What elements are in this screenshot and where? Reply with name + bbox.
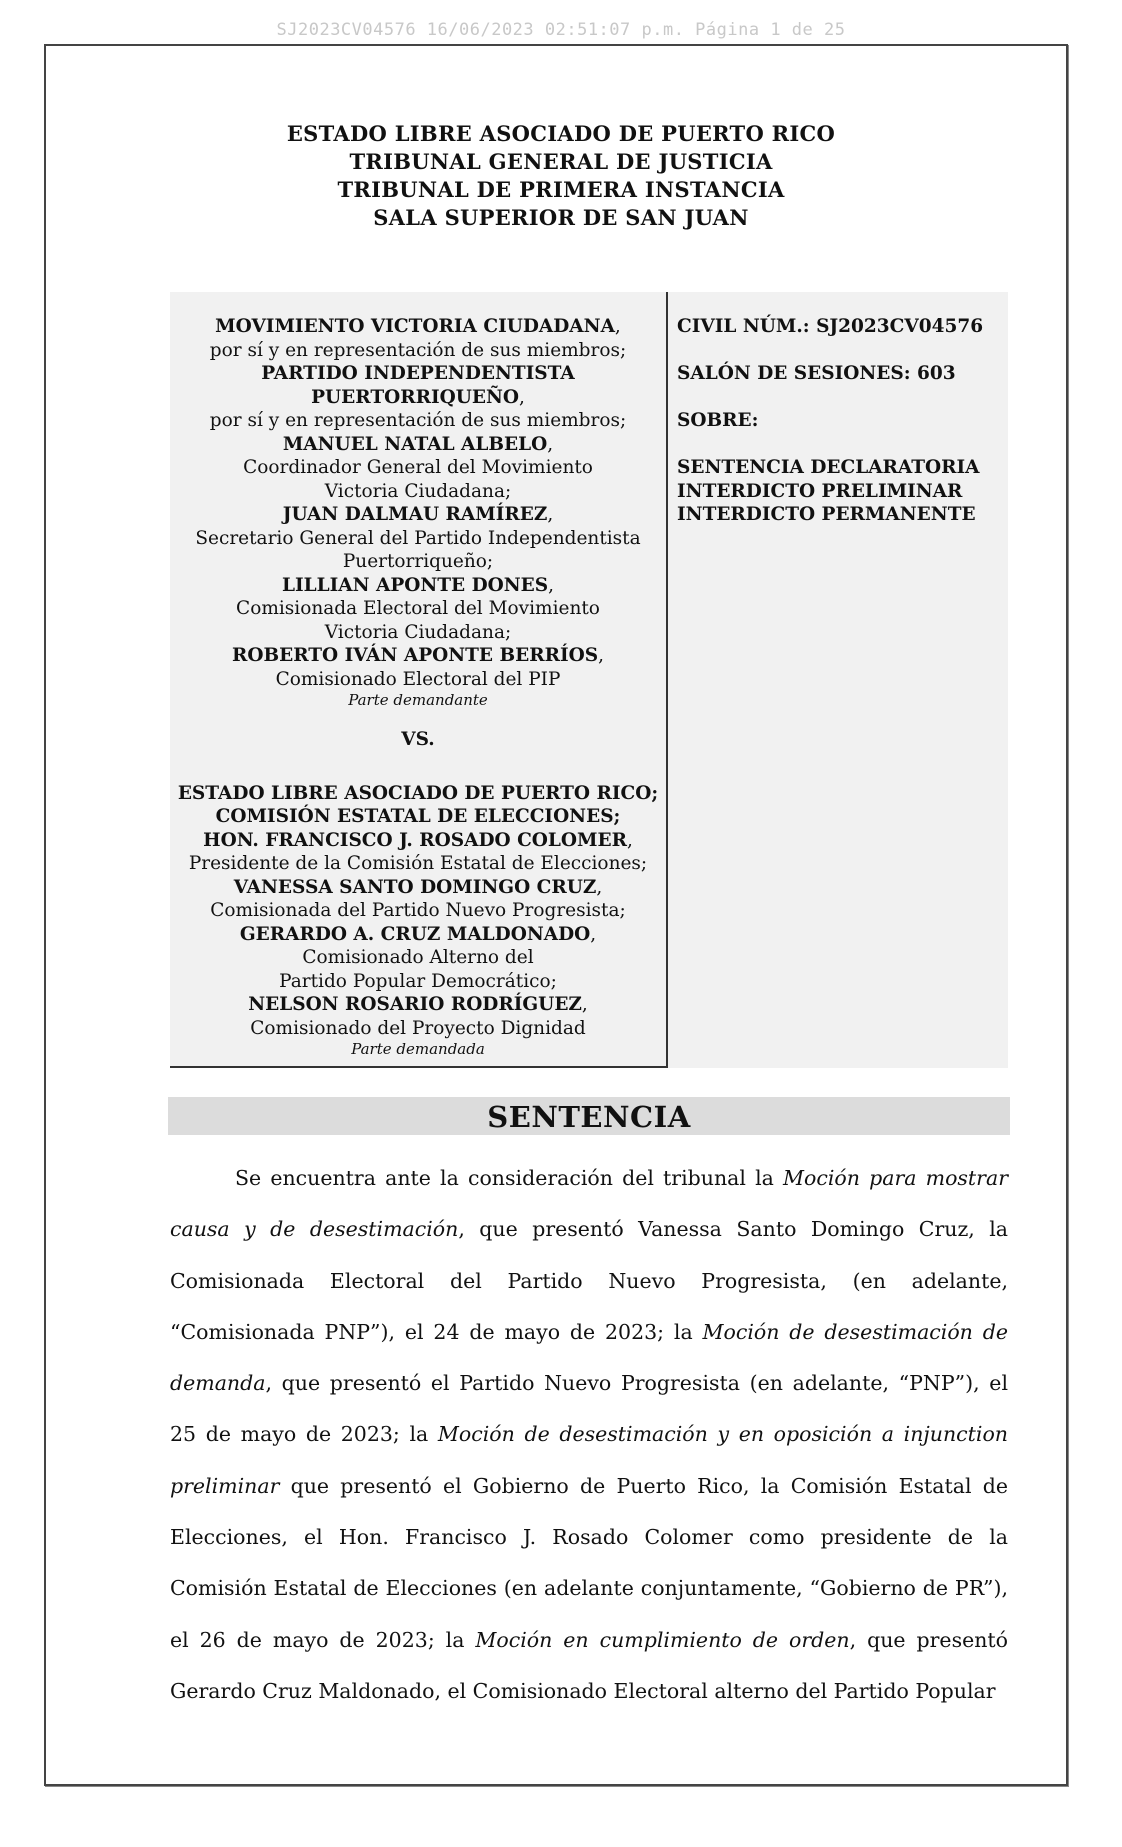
versus-label: VS. — [401, 729, 435, 750]
party-name-suffix: , — [627, 829, 633, 851]
party-name-suffix: , — [547, 433, 554, 455]
party-description: por sí y en representación de sus miembros; — [209, 410, 627, 431]
party-name — [170, 433, 666, 457]
party-name-suffix: , — [590, 923, 597, 945]
party-name-text: JUAN DALMAU RAMÍREZ — [282, 504, 548, 525]
party-name-text: MOVIMIENTO VICTORIA CIUDADANA — [215, 316, 615, 337]
court-header-line: SALA SUPERIOR DE SAN JUAN — [373, 205, 749, 230]
subject-item: INTERDICTO PERMANENTE — [677, 504, 976, 525]
party-description: Comisionada Electoral del Movimiento — [236, 598, 600, 619]
motion-title: Moción en cumplimiento de orden — [475, 1627, 850, 1652]
party-description: Presidente de la Comisión Estatal de Elecciones; — [188, 853, 648, 874]
party-name — [170, 829, 666, 853]
parties-column — [170, 292, 668, 1068]
party-description: Comisionada del Partido Nuevo Progresista; — [210, 900, 626, 921]
body-paragraph — [170, 1153, 1008, 1717]
party-name-text: GERARDO A. CRUZ MALDONADO — [239, 923, 591, 945]
party-name — [170, 993, 666, 1017]
party-name-suffix: , — [518, 386, 525, 408]
plaintiffs-list — [170, 315, 666, 691]
party-name — [170, 574, 666, 598]
party-name-suffix: , — [581, 994, 588, 1015]
party-name-suffix: , — [598, 645, 604, 666]
document-stamp: SJ2023CV04576 16/06/2023 02:51:07 p.m. Página 1 de 25 — [276, 20, 846, 40]
party-name — [170, 362, 666, 409]
party-name-suffix: , — [547, 504, 554, 525]
party-name — [170, 923, 666, 947]
party-name-text: COMISIÓN ESTATAL DE ELECCIONES; — [215, 806, 621, 827]
party-description: Coordinador General del Movimiento — [243, 457, 593, 478]
party-name-text: VANESSA SANTO DOMINGO CRUZ — [233, 876, 597, 898]
party-description: Partido Popular Democrático; — [279, 970, 557, 992]
party-name-text: MANUEL NATAL ALBELO — [282, 433, 548, 455]
court-header-line: TRIBUNAL DE PRIMERA INSTANCIA — [337, 177, 785, 202]
party-name-text: LILLIAN APONTE DONES — [281, 574, 549, 596]
paragraph-text: Se encuentra ante la consideración del tribunal la — [235, 1166, 784, 1190]
party-name — [170, 315, 666, 339]
party-description: por sí y en representación de sus miembros; — [209, 339, 627, 361]
party-name-suffix: , — [596, 876, 603, 898]
case-caption — [170, 292, 1008, 1068]
party-description: Victoria Ciudadana; — [324, 480, 512, 502]
party-name-suffix: , — [548, 574, 555, 596]
motion-title: Moción de desestimación y en oposición a injunction preliminar — [170, 1422, 1008, 1498]
paragraph-text: , que presentó Vanessa Santo Domingo Cruz, la Comisionada Electoral del Partido Nuevo Progresista, (en adelante, “Comisionada PNP”), el 24 de mayo de 2023; la — [170, 1217, 1009, 1344]
party-description: Comisionado Alterno del — [302, 947, 534, 968]
party-name-text: NELSON ROSARIO RODRÍGUEZ — [248, 994, 582, 1015]
court-header — [0, 120, 1122, 232]
party-description: Comisionado del Proyecto Dignidad — [250, 1017, 586, 1039]
paragraph-text: que presentó el Gobierno de Puerto Rico, la Comisión Estatal de Elecciones, el Hon. Francisco J. Rosado Colomer como presidente de la Comisión Estatal de Elecciones (en adelante conjuntamente, “Gobierno de PR”), el 26 de mayo de 2023; la — [170, 1473, 1008, 1652]
party-name — [170, 805, 666, 829]
party-name-suffix: , — [614, 316, 621, 337]
plaintiff-label: Parte demandante — [348, 691, 488, 709]
motion-title: Moción para mostrar causa y de desestimación — [170, 1166, 1008, 1242]
party-name-text: PARTIDO INDEPENDENTISTA PUERTORRIQUEÑO — [261, 363, 575, 408]
party-description: Secretario General del Partido Independentista — [195, 527, 641, 549]
party-description: Victoria Ciudadana; — [324, 621, 512, 643]
document-title: SENTENCIA — [168, 1097, 1010, 1135]
party-name-text: ESTADO LIBRE ASOCIADO DE PUERTO RICO; — [177, 782, 659, 804]
motion-title: Moción de desestimación de demanda — [170, 1319, 1008, 1396]
court-header-line: TRIBUNAL GENERAL DE JUSTICIA — [349, 149, 773, 174]
session-room: SALÓN DE SESIONES: 603 — [677, 363, 956, 384]
party-description: Puertorriqueño; — [342, 551, 494, 572]
subject-item: SENTENCIA DECLARATORIA — [677, 457, 980, 478]
paragraph-text: , que presentó el Partido Nuevo Progresista (en adelante, “PNP”), el 25 de mayo de 2023; la — [170, 1371, 1008, 1447]
party-name-text: ROBERTO IVÁN APONTE BERRÍOS — [232, 645, 599, 666]
party-name — [170, 503, 666, 527]
party-name — [170, 876, 666, 900]
subject-item: INTERDICTO PRELIMINAR — [677, 480, 963, 502]
case-info-column — [677, 315, 997, 527]
defendant-label: Parte demandada — [351, 1040, 485, 1058]
defendants-list — [170, 782, 666, 1041]
party-name — [170, 782, 666, 806]
civil-number: CIVIL NÚM.: SJ2023CV04576 — [677, 316, 984, 337]
party-description: Comisionado Electoral del PIP — [275, 668, 561, 690]
party-name — [170, 644, 666, 668]
party-name-text: HON. FRANCISCO J. ROSADO COLOMER — [203, 829, 628, 851]
paragraph-text: , que presentó Gerardo Cruz Maldonado, el Comisionado Electoral alterno del Partido Popular — [170, 1627, 1008, 1703]
subject-heading: SOBRE: — [677, 410, 759, 431]
court-header-line: ESTADO LIBRE ASOCIADO DE PUERTO RICO — [286, 121, 836, 146]
